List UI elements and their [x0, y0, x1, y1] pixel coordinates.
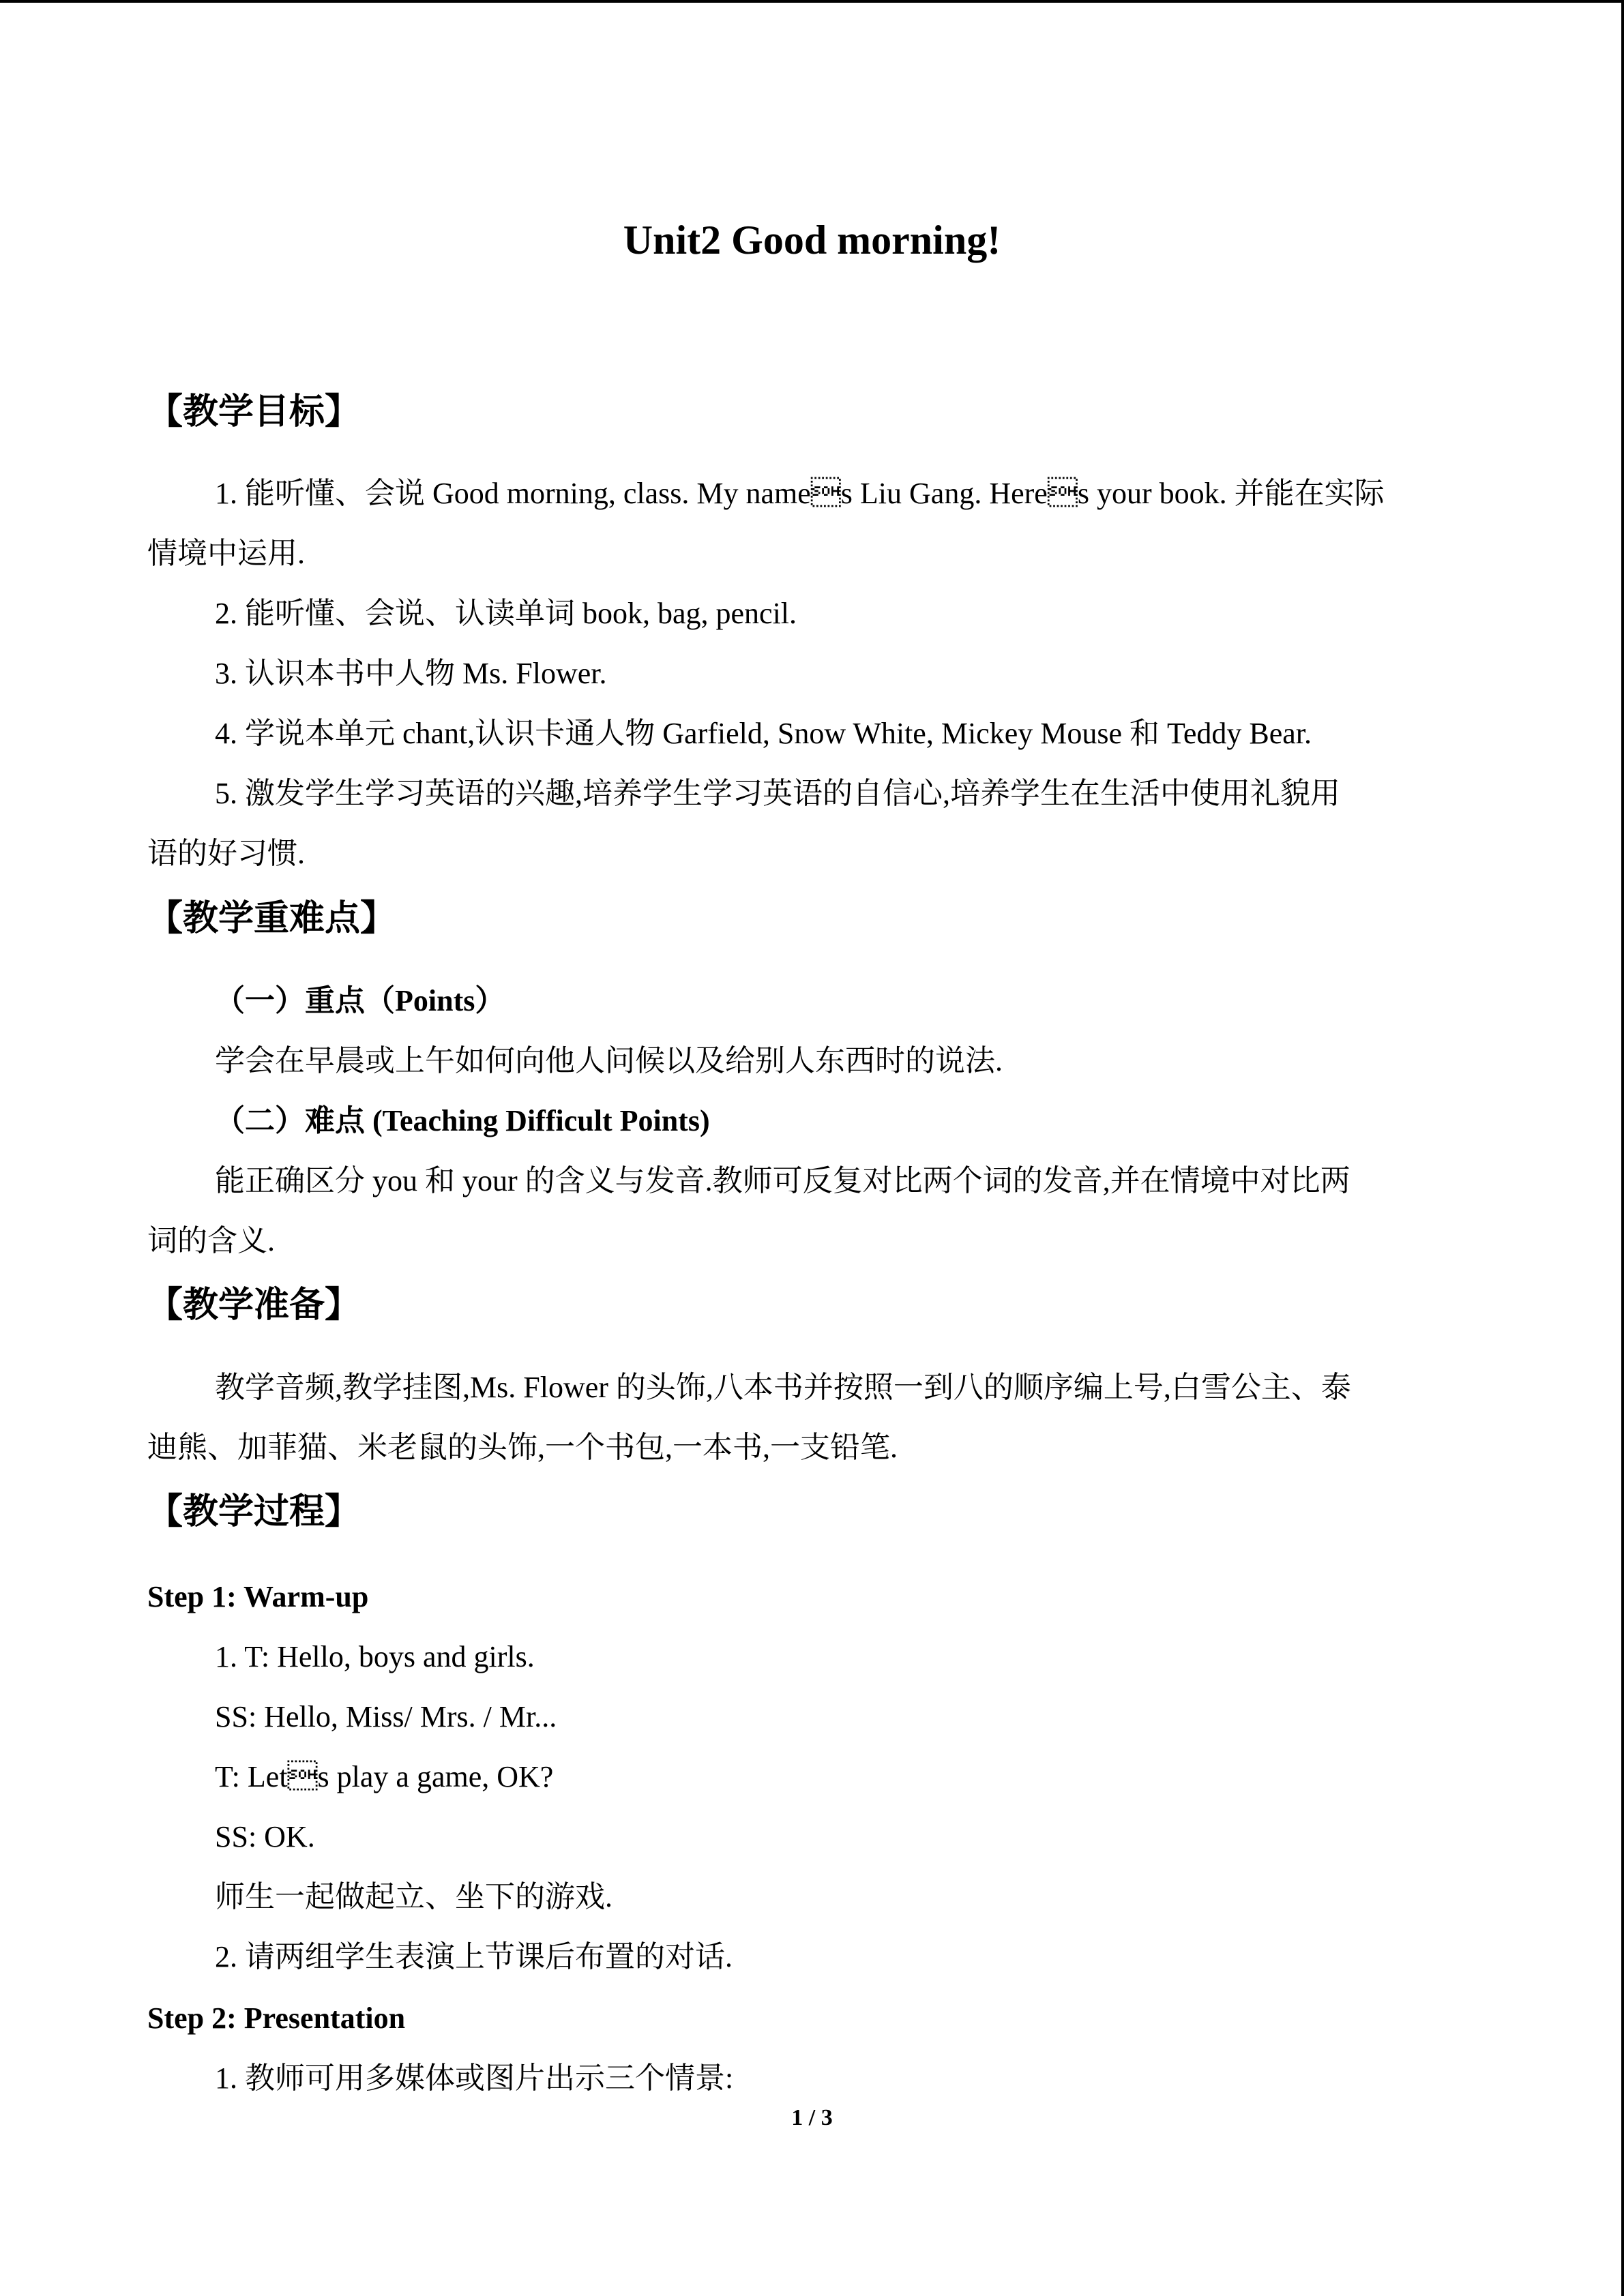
heading-key-points: 【教学重难点】 [147, 899, 396, 938]
step-1-line: T: Lets play a game, OK? [215, 1760, 554, 1793]
difficult-points-line-1: 能正确区分 you 和 your 的含义与发音.教师可反复对比两个词的发音,并在情境中对比两 [215, 1164, 1350, 1197]
objective-4: 4. 学说本单元 chant,认识卡通人物 Garfield, Snow White, Mickey Mouse 和 Teddy Bear. [215, 717, 1312, 750]
objective-5-line-2: 语的好习惯. [147, 837, 305, 870]
objective-2: 2. 能听懂、会说、认读单词 book, bag, pencil. [215, 597, 797, 630]
step-1-heading: Step 1: Warm-up [147, 1580, 369, 1613]
heading-preparation: 【教学准备】 [147, 1286, 361, 1325]
step-1-line: 2. 请两组学生表演上节课后布置的对话. [215, 1940, 733, 1973]
points-text: 学会在早晨或上午如何向他人问候以及给别人东西时的说法. [215, 1044, 1003, 1077]
difficult-points-line-2: 词的含义. [147, 1224, 275, 1257]
step-1-line: SS: Hello, Miss/ Mrs. / Mr... [215, 1700, 557, 1733]
step-1-line: 1. T: Hello, boys and girls. [215, 1640, 535, 1673]
step-2-line: 1. 教师可用多媒体或图片出示三个情景: [215, 2061, 734, 2095]
objective-3: 3. 认识本书中人物 Ms. Flower. [215, 657, 607, 690]
preparation-line-2: 迪熊、加菲猫、米老鼠的头饰,一个书包,一本书,一支铅笔. [147, 1431, 898, 1464]
heading-process: 【教学过程】 [147, 1493, 361, 1532]
page-number: 1 / 3 [791, 2105, 833, 2130]
heading-objectives: 【教学目标】 [147, 393, 361, 432]
step-2-heading: Step 2: Presentation [147, 2001, 406, 2035]
objective-1-line-2: 情境中运用. [147, 537, 305, 570]
step-1-line: 师生一起做起立、坐下的游戏. [215, 1880, 612, 1913]
step-1-line: SS: OK. [215, 1820, 315, 1853]
right-border [1621, 0, 1624, 2296]
objective-5-line-1: 5. 激发学生学习英语的兴趣,培养学生学习英语的自信心,培养学生在生活中使用礼貌用 [215, 777, 1340, 810]
preparation-line-1: 教学音频,教学挂图,Ms. Flower 的头饰,八本书并按照一到八的顺序编上号,白雪公主、泰 [215, 1371, 1351, 1404]
objective-1-line-1: 1. 能听懂、会说 Good morning, class. My names Liu Gang. Heres your book. 并能在实际 [215, 477, 1385, 510]
top-border [0, 0, 1624, 3]
subheading-difficult-points: （二）难点 (Teaching Difficult Points) [215, 1104, 710, 1137]
subheading-points: （一）重点（Points） [215, 984, 505, 1017]
page-title: Unit2 Good morning! [623, 218, 1001, 263]
